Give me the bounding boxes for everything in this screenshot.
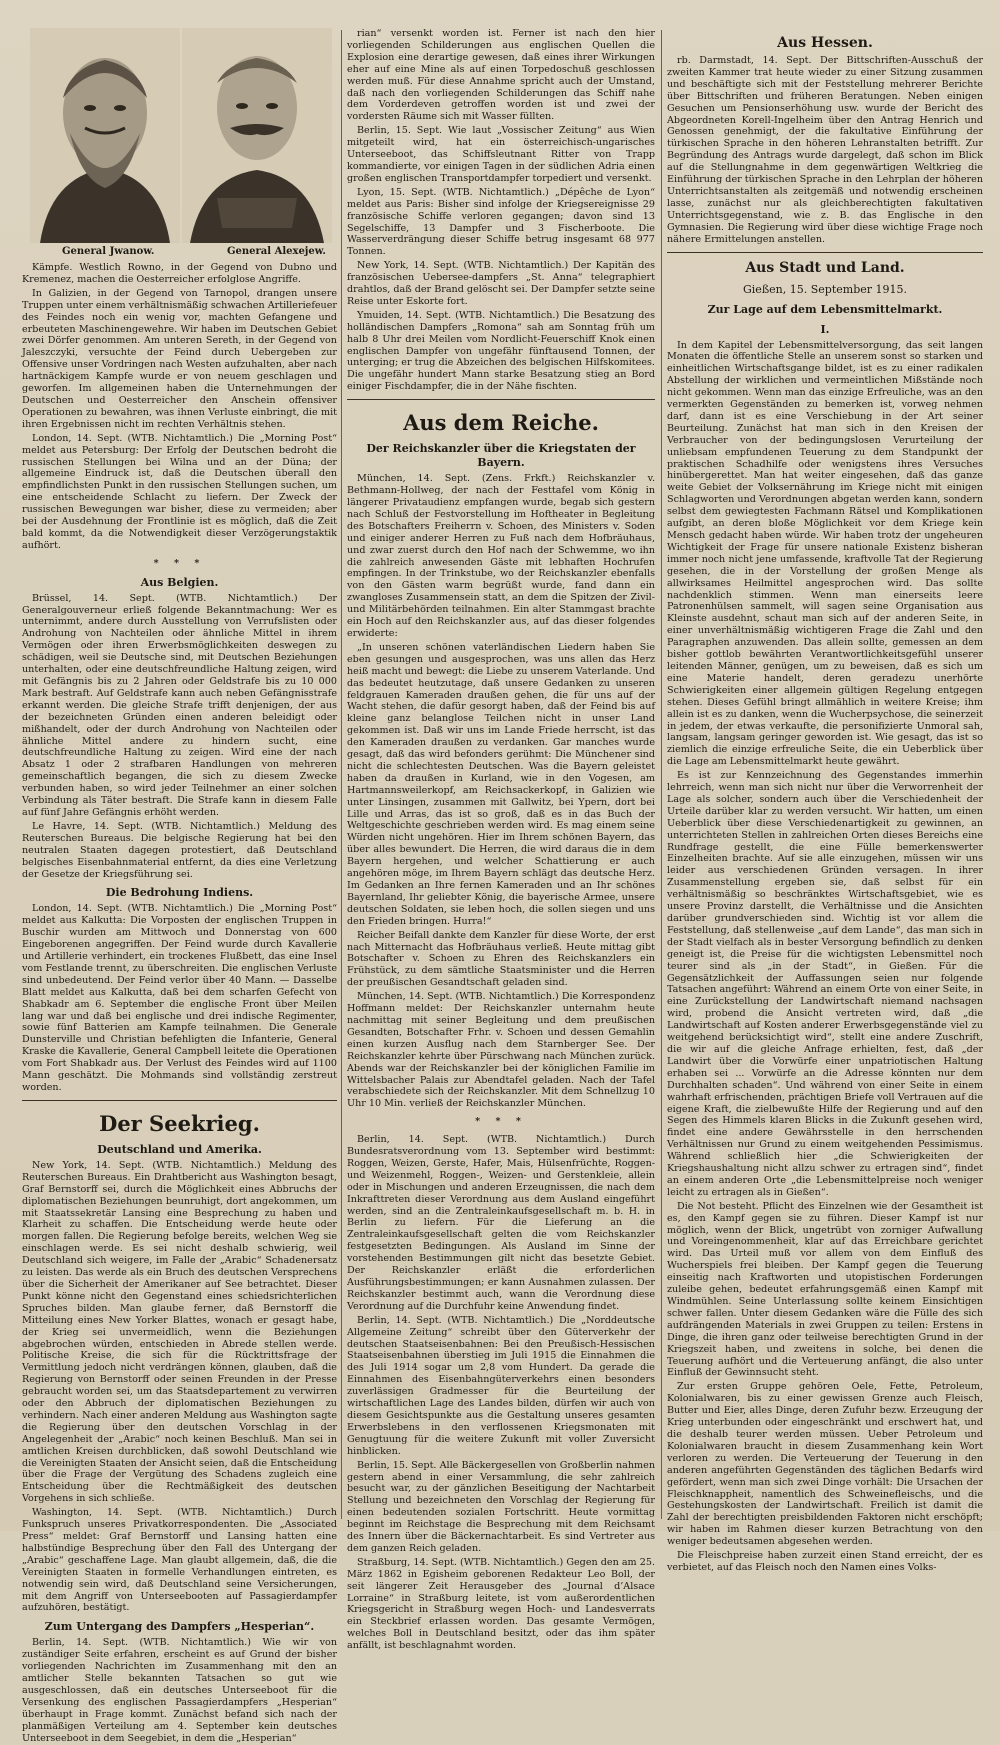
article-paragraph: Die Fleischpreise haben zurzeit einen Stand erreicht, der es verbietet, auf das Fleisch noch den Namen eines Volks-	[667, 1550, 983, 1573]
article-paragraph: rian“ versenkt worden ist. Ferner ist nach den hier vorliegenden Schilderungen aus englischen Quellen die Explosion eine derartige gewesen, daß eines ihrer Wirkungen eher auf eine Mine als auf einen Torpedoschuß geschlossen werden muß. Für diese Annahme spricht auch der Umstand, daß nach den vorliegenden Schilderungen das Schiff nahe dem Vorderdeven getroffen worden ist und zwei der vordersten Räume sich mit Wasser füllten.	[347, 28, 655, 123]
article-paragraph: rb. Darmstadt, 14. Sept. Der Bittschriften-Ausschuß der zweiten Kammer trat heute wieder zu einer Sitzung zusammen und beschäftigte sich mit der Feststellung mehrerer Berichte über Bittschriften und früheren Beratungen. Neben einigen Gesuchen um Pensionserhöhung usw. wurde der Bericht des Abgeordneten Korell-Ingelheim über den Antrag Henrich und Genossen genehmigt, der die fakultative Einführung der türkischen Sprache in den höheren Lehranstalten betrifft. Zur Begründung des Antrags wurde dargelegt, daß schon im Blick auf die Stellungnahme in dem gegenwärtigen Weltkrieg die Einführung der türkischen Sprache in den Lehrplan der höheren Unterrichtsanstalten als zeitgemäß und notwendig erscheinen lasse, zunächst nur als gleichberechtigten fakultativen Unterrichtsgegenstand, wie z. B. das Englische in den Gymnasien. Die Regierung wird über diese wichtige Frage noch nähere Ermittelungen anstellen.	[667, 55, 983, 245]
divider	[22, 1100, 337, 1101]
article-paragraph: Brüssel, 14. Sept. (WTB. Nichtamtlich.) Der Generalgouverneur erließ folgende Bekanntmachung: Wer es unternimmt, andere durch Ausstellung von Verrufslisten oder Androhung von Nachteilen oder ähnliche Mittel in ihrem Vermögen oder ihren Erwerbsmöglichkeiten deswegen zu schädigen, weil sie Deutsche sind, mit Deutschen Beziehungen unterhalten, oder eine deutschfreundliche Haltung zeigen, wird mit Gefängnis bis zu 2 Jahren oder Geldstrafe bis zu 10 000 Mark bestraft. Auf Geldstrafe kann auch neben Gefängnisstrafe erkannt werden. Die gleiche Strafe trifft denjenigen, der aus der bezeichneten Gründen einen anderen beleidigt oder mißhandelt, oder der durch Androhung von Nachteilen oder ähnliche Mittel andere zu hindern sucht, eine deutschfreundliche Haltung zu zeigen. Wird eine der nach Absatz 1 oder 2 strafbaren Handlungen von mehreren gemeinschaftlich begangen, die sich zu diesem Zwecke verbunden haben, so wird jeder Teilnehmer an einer solchen Verbindung als Täter bestraft. Die Strafe kann in diesem Falle auf fünf Jahre Gefängnis erhöht werden.	[22, 592, 337, 818]
section-heading: Die Bedrohung Indiens.	[105, 886, 254, 900]
article-paragraph: Reicher Beifall dankte dem Kanzler für diese Worte, der erst nach Mitternacht das Hofbräuhaus verließ. Heute mittag gibt Botschafter v. Schoen zu Ehren des Reichskanzlers ein Frühstück, zu dem sämtliche Staatsminister und die Herren der preußischen Gesandtschaft geladen sind.	[347, 929, 655, 989]
article-paragraph: Le Havre, 14. Sept. (WTB. Nichtamtlich.) Meldung des Reuterschen Bureaus. Die belgische Regierung hat bei den neutralen Staaten dagegen protestiert, daß Deutschland belgisches Eisenbahnmaterial entfernt, da dies eine Verletzung der Gesetze der Kriegsführung sei.	[22, 820, 337, 880]
article-paragraph: „In unseren schönen vaterländischen Liedern haben Sie eben gesungen und ausgesprochen, was uns allen das Herz heiß macht und bewegt: die Liebe zu unserem Vaterlande. Und das bedeutet heutzutage, daß unsere Gedanken zu unseren feldgrauen Kameraden draußen gehen, die für uns auf der Wacht stehen, die dafür gesorgt haben, daß der Feind bis auf kleine ganz belanglose Teilchen nicht in unser Land gekommen ist. Daß wir uns im Lande Friede herrscht, ist das den Kameraden draußen zu verdanken. Gar manches wurde gesagt, daß das wird befonders gerühmt: Die Münchener sind nicht die schlechtesten Deutschen. Was die Bayern geleistet haben da draußen in Kurland, wie in den Vogesen, am Hartmannsweilerkopf, am Reichsackerkopf, in Galizien wie unter Linsingen, zusammen mit Gallwitz, bei Ypern, dort bei Lille und Arras, das ist so groß, daß es in das Buch der Weltgeschichte geschrieben werden wird. Es mag einem seine Würden nicht ungehören. Hier im Ihrem schönen Bayern, das über alles bewundert. Die Herren, die wird daraus die in dem Bayern hergehen, und welcher Schattierung er auch angehören möge, im Ihrem Bayern schlägt das deutsche Herz. Im Gedanken an Ihre fernen Kameraden und an Ihr schönes Bayernland, Ihr geliebter König, die bayerische Armee, unsere deutschen Soldaten, sie leben hoch, die sollen siegen und uns den Frieden bringen. Hurra!“	[347, 641, 655, 927]
article-paragraph: New York, 14. Sept. (WTB. Nichtamtlich.) Der Kapitän des französischen Uebersee-dampfers „St. Anna“ telegraphiert drahtlos, daß der Brand gelöscht sei. Der Dampfer setzte seine Reise unter Eskorte fort.	[347, 260, 655, 307]
section-subheading: Der Reichskanzler über die Kriegstaten der Bayern.	[366, 442, 636, 470]
article-paragraph: Es ist zur Kennzeichnung des Gegenstandes immerhin lehrreich, wenn man sich nicht nur über die Verworrenheit der Lage als solcher, sondern auch über die Verschiedenheit der Urteile darüber klar zu werden versucht. Wir hatten, um einen Ueberblick über diese Verschiedenartigkeit zu gewinnen, an unterrichteten Stellen in zahlreichen Orten dieses Bereichs eine Rundfrage gestellt, die eine Fülle bemerkenswerter Einzelheiten brachte. Auf sie alle einzugehen, müssen wir uns leider aus verschiedenen Gründen versagen. In ihrer Zusammenstellung ergeben sie, daß selbst für ein verhältnismäßig so beschränktes Wirtschaftsgebiet, wie es unsere Provinz darstellt, die Verhältnisse und die Ansichten darüber grundverschieden sind. Wichtig ist vor allem die Feststellung, daß stellenweise „auf dem Lande“, das man sich in der Stadt vielfach als in bester Versorgung befindlich zu denken geneigt ist, die Preise für die wichtigsten Lebensmittel noch teurer sind als „in der Stadt“, in Gießen. Für die Gegensätzlichkeit der Auffassungen seien nur folgende Tatsachen angeführt: Während an einem Orte von einer Seite, in eine Zurückstellung der Landwirtschaft niemand nachsagen wird, probend die Ansicht vertreten wird, daß „die Landwirtschaft auf Kosten anderer Erwerbsgegenstände viel zu weitgehend berücksichtigt wird“, stellt eine andere Zuschrift, die wir auf die gleiche Anfrage erhielten, fest, daß „der Landwirt über die Vorwürfe einer unpatriotischen Haltung erhaben sei ... Vorwürfe an die Adresse könnten nur dem Durchhalten schaden“. Und während von einer Seite in einem wahrhaft erfrischenden, prächtigen Briefe voll Vertrauen auf die eigene Kraft, die zielbewußte Hilfe der Regierung und auf den Segen des Himmels klaren Blicks in die Zukunft gesehen wird, findet eine andere Gewährsstelle in den herrschenden Verhältnissen nur Grund zu einem weitgehenden Pessimismus. Während schließlich hier „die Schwierigkeiten der Kriegshaushaltung nicht allzu schwer zu ertragen sind“, findet an einem anderen Orte „die Lebensmittelpreise noch weniger leicht zu ertragen als in Gießen“.	[667, 770, 983, 1198]
article-paragraph: Berlin, 14. Sept. (WTB. Nichtamtlich.) Die „Norddeutsche Allgemeine Zeitung“ schreibt über den Güterverkehr der deutschen Staatseisenbahnen: Bei den Preußisch-Hessischen Staatseisenbahnen überstieg im Juli 1915 die Einnahmen die des Juli 1914 sogar um 2,8 vom Hundert. Da gerade die Einnahmen des Eisenbahngüterverkehrs einen besonders zuverlässigen Gradmesser für die Beurteilung der wirtschaftlichen Lage des Landes bilden, dürfen wir auch von diesem Gesichtspunkte aus die Gestaltung unseres gesamten Erwerbslebens in den verflossenen Kriegsmonaten mit Genugtuung für die weitere Zukunft mit voller Zuversicht hinblicken.	[347, 1314, 655, 1457]
portrait-alexeyev	[182, 28, 332, 243]
divider	[667, 252, 983, 253]
article-paragraph: Die Not besteht. Pflicht des Einzelnen wie der Gesamtheit ist es, den Kampf gegen sie zu führen. Dieser Kampf ist nur möglich, wenn der Blick, ungetrübt von zorniger Aufwallung und Voreingenommenheit, klar auf das Erreichbare gerichtet wird. Das Urteil muß vor allem von dem Einfluß des Wucherspiels frei bleiben. Der Kampf gegen die Teuerung einseitig nach Kraftworten und utopistischen Forderungen zuleibe gehen, bedeutet erfahrungsgemäß einen Kampf mit Windmühlen. Seine Unterlassung sollte keinem Einsichtigen schwer fallen. Unter diesem Gedanken wäre die Fülle des sich aufdrängenden Materials in zwei Gruppen zu teilen: Erstens in Dinge, die ihren ganz oder teilweise berechtigten Grund in der Kriegszeit haben, und zweitens in solche, bei denen die Teuerung aufhört und die Verteuerung anfängt, die also unter Einfluß der Gewinnsucht steht.	[667, 1200, 983, 1379]
portrait-ivanov-drawing	[30, 28, 180, 243]
part-number: I.	[820, 322, 830, 336]
article-paragraph: Washington, 14. Sept. (WTB. Nichtamtlich.) Durch Funkspruch unseres Privatkorrespondenten. Die „Associated Press“ meldet: Graf Bernstorff und Lansing hatten eine halbstündige Besprechung über den Fall des Untergang der „Arabic“ geschaffene Lage. Man glaubt allgemein, daß, die die Vereinigten Staaten in formelle Verhandlungen eintreten, es notwendig sein wird, daß Deutschland seine Versicherungen, mit dem Angriff von Unterseebooten auf Passagierdampfer aufzuhören, bestätigt.	[22, 1507, 337, 1614]
column-rule	[341, 30, 342, 1519]
portrait-caption: General Alexejew.	[227, 246, 326, 258]
article-paragraph: Berlin, 15. Sept. Alle Bäckergesellen von Großberlin nahmen gestern abend in einer Versammlung, die sehr zahlreich besucht war, zu der gänzlichen Beseitigung der Nachtarbeit Stellung und bezeichneten den Vorschlag der Regierung für einen bedeutenden sozialen Fortschritt. Heute vormittag beginnt im Reichstage die Besprechung mit dem Reichsamt des Innern über die Bäckernachtarbeit. Es sind Vertreter aus dem ganzen Reich geladen.	[347, 1459, 655, 1554]
article-paragraph: In Galizien, in der Gegend von Tarnopol, drangen unsere Truppen unter einem verhältnismäßig schwachen Artilleriefeuer des Feindes noch ein wenig vor, machten Gefangene und erbeuteten Maschinengewehre. Wir haben im Deutschen Gebiet zwei Dörfer genommen. Am unteren Sereth, in der Gegend von Jaleszczyki, versuchte der Feind durch Uebergeben zur Offensive unser Vordringen nach Westen aufzuhalten, aber nach hartnäckigem Kampfe wurde er von neuem geschlagen und geworfen. Im allgemeinen haben die Unternehmungen der Deutschen und Oesterreicher den Anschein offensiver Operationen zu bewahren, was ihnen Verluste einbringt, die mit ihren Ergebnissen nicht im rechten Verhältnis stehen.	[22, 287, 337, 430]
column-1	[22, 28, 337, 1744]
section-subheading: Zum Untergang des Dampfers „Hesperian“.	[44, 1620, 315, 1634]
article-paragraph: London, 14. Sept. (WTB. Nichtamtlich.) Die „Morning Post“ meldet aus Petersburg: Der Erfolg der Deutschen bedroht die russischen Stellungen bei Wilna und an der Düna; der allgemeine Eindruck ist, daß die Deutschen überall den empfindlichsten Punkt in den russischen Stellungen suchen, um eine entscheidende Schlacht zu liefern. Der Zweck der russischen Bewegungen war bisher, diese zu vermeiden; aber bei der Ausdehnung der Frontlinie ist es möglich, daß die Zeit bald kommt, da die Notwendigkeit dieser Verzögerungstaktik aufhört.	[22, 432, 337, 551]
article-paragraph: Zur ersten Gruppe gehören Oele, Fette, Petroleum, Kolonialwaren, bis zu einer gewissen Grenze auch Fleisch, Butter und Eier, alles Dinge, deren Zufuhr bezw. Erzeugung der Krieg unterbunden oder eingeschränkt und erschwert hat, und die deshalb teurer werden müssen. Ueber Petroleum und Kolonialwaren braucht in diesem Zusammenhang kein Wort verloren zu werden. Die Verteuerung der Teuerung in den anderen angeführten Gegenständen des täglichen Bedarfs wird gefördert, wenn man sich zwei Dinge vorhält: Die Ursachen der Fleischknappheit, namentlich des Schweinefleischs, und die Gestehungskosten der Landwirtschaft. Freilich ist damit die Zahl der berechtigten preisbildenden Faktoren nicht erschöpft; wir haben im Rahmen dieser kurzen Betrachtung von den weniger bedeutsamen abgesehen werden.	[667, 1381, 983, 1548]
column-2	[347, 28, 655, 1652]
portrait-ivanov	[30, 28, 180, 243]
article-paragraph: New York, 14. Sept. (WTB. Nichtamtlich.) Meldung des Reuterschen Bureaus. Ein Drahtbericht aus Washington besagt, Graf Bernstorff sei, durch die Möglichkeit eines Abbruchs der diplomatischen Beziehungen beunruhigt, dort angekommen, um mit Staatssekretär Lansing eine Besprechung zu haben und Klarheit zu schaffen. Die Entscheidung werde heute oder morgen fallen. Die Regierung befolge bereits, welchen Weg sie einschlagen werde. Es sei nicht deshalb schwierig, weil Deutschland sich weigere, im Falle der „Arabic“ Schadenersatz zu leisten. Das werde als ein Bruch des deutschen Versprechens über die Sicherheit der Amerikaner auf See betrachtet. Dieser Punkt könne nicht den Gegenstand eines schiedsrichterlichen Spruches bilden. Man glaube ferner, daß Bernstorff die Mitteilung eines New Yorker Blattes, wonach er gesagt habe, der Krieg sei unvermeidlich, wenn die Beziehungen abgebrochen würden, entschieden in Abrede stellen werde. Politische Kreise, die sich für die Rücktrittsfrage der Vermittlung jedoch nicht verdrängen können, glauben, daß die Regierung von Bernstorff oder seinen Freunden in der Presse gebraucht worden sei, um das Staatsdepartement zu verwirren oder den Abbruch der diplomatischen Beziehungen zu verhindern. Nach einer anderen Meldung aus Washington sagte die Regierung über den deutschen Vorschlag in der Angelegenheit der „Arabic“ noch keinen Beschluß. Man sei in amtlichen Kreisen durchblicken, daß sowohl Deutschland wie die Vereinigten Staaten der Ansicht seien, daß die Entscheidung über die Frage der Vergütung des Schadens zugleich eine Entscheidung über die Rechtmäßigkeit des deutschen Vorgehens in sich schließe.	[22, 1159, 337, 1505]
section-heading: Aus Belgien.	[140, 575, 219, 589]
article-paragraph: Berlin, 14. Sept. (WTB. Nichtamtlich.) Wie wir von zuständiger Seite erfahren, erscheint es auf Grund der bisher vorliegenden Nachrichten im Zusammenhang mit den an amtlicher Stelle bekannten Tatsachen so gut wie ausgeschlossen, daß ein deutsches Unterseeboot für die Versenkung des englischen Passagierdampfers „Hesperian“ überhaupt in Frage kommt. Zunächst befand sich nach der planmäßigen Verteilung am 4. September kein deutsches Unterseeboot in dem Seegebiet, in dem die „Hesperian“	[22, 1637, 337, 1744]
section-heading-large: Der Seekrieg.	[99, 1110, 260, 1136]
dateline: Gießen, 15. September 1915.	[743, 282, 907, 296]
section-separator: * * *	[475, 1116, 527, 1128]
column-3	[667, 28, 983, 1573]
article-paragraph: Kämpfe. Westlich Rowno, in der Gegend von Dubno und Kremenez, machen die Oesterreicher erfolglose Angriffe.	[22, 262, 337, 285]
column-rule	[661, 30, 662, 1519]
section-heading: Aus Hessen.	[777, 35, 873, 51]
article-paragraph: Berlin, 14. Sept. (WTB. Nichtamtlich.) Durch Bundesratsverordnung vom 13. September wird bestimmt: Roggen, Weizen, Gerste, Hafer, Mais, Hülsenfrüchte, Roggen- und Weizenmehl, Roggen-, Weizen- und Gerstenkleie, allein oder in Mischungen und anderen Erzeugnissen, die nach dem Inkrafttreten dieser Verordnung aus dem Ausland eingeführt werden, sind an die Zentraleinkaufsgesellschaft m. b. H. in Berlin zu liefern. Für die Lieferung an die Zentraleinkaufsgesellschaft gelten die vom Reichskanzler festgesetzten Bedingungen. Als Ausland im Sinne der vorstehenden Bestimmungen gilt nicht das besetzte Gebiet. Der Reichskanzler erläßt die erforderlichen Ausführungsbestimmungen; er kann Ausnahmen zulassen. Der Reichskanzler bestimmt auch, wann die Verordnung diese Verordnung auf die Durchfuhr keine Anwendung findet.	[347, 1134, 655, 1312]
article-paragraph: München, 14. Sept. (WTB. Nichtamtlich.) Die Korrespondenz Hoffmann meldet: Der Reichskanzler unternahm heute nachmittag mit seiner Begleitung und dem preußischen Gesandten, Botschafter Frhr. v. Schoen und dessen Gemahlin einen kurzen Ausflug nach dem Starnberger See. Der Reichskanzler kehrte über Pürschwang nach München zurück. Abends war der Reichskanzler bei der königlichen Familie im Wittelsbacher Palais zur Abendtafel geladen. Nach der Tafel verabschiedete sich der Reichskanzler. Mit dem Schnellzug 10 Uhr 10 Min. verließ der Reichskanzler München.	[347, 991, 655, 1110]
article-paragraph: Straßburg, 14. Sept. (WTB. Nichtamtlich.) Gegen den am 25. März 1862 in Egisheim geborenen Redakteur Leo Boll, der seit längerer Zeit Herausgeber des „Journal d’Alsace Lorraine“ in Straßburg leitete, ist vom außerordentlichen Kriegsgericht in Straßburg wegen Hoch- und Landesverrats ein Steckbrief erlassen worden. Das gesamte Vermögen, welches Boll in Deutschland besitzt, oder das ihm später anfällt, ist beschlagnahmt worden.	[347, 1556, 655, 1652]
section-subheading: Zur Lage auf dem Lebensmittelmarkt.	[707, 302, 943, 316]
article-paragraph: London, 14. Sept. (WTB. Nichtamtlich.) Die „Morning Post“ meldet aus Kalkutta: Die Vorposten der englischen Truppen in Buschir wurden am Mittwoch und Donnerstag von 600 Eingeborenen angegriffen. Der Feind wurde durch Kavallerie und Artillerie verhindert, ein trockenes Flußbett, das eine Insel vom Festlande trennt, zu überschreiten. Die englischen Verluste sind unbedeutend. Der Feind verlor über 40 Mann. — Dasselbe Blatt meldet aus Kalkutta, daß bei dem scharfen Gefecht von Shabkadr am 6. September die englische Front über Meilen lang war und daß bei englische und drei indische Regimenter, sowie fünf Batterien am Kampfe teilnahmen. Die Generale Dunsterville und Christian befehligten die Infanterie, General Kraske die Kavallerie, General Campbell leitete die Operationen vom Fort Shabkadr aus. Der Verlust des Feindes wird auf 1100 Mann geschätzt. Die Mohmands sind vollständig zerstreut worden.	[22, 903, 337, 1093]
article-paragraph: Ymuiden, 14. Sept. (WTB. Nichtamtlich.) Die Besatzung des holländischen Dampfers „Romona“ sah am Sonntag früh um halb 8 Uhr drei Meilen vom Nordlicht-Feuerschiff Knok einen englischen Dampfer von ungefähr fünftausend Tonnen, der unterging; er trug die Abzeichen des belgischen Hilfskomitees. Die ungefähr hundert Mann starke Besatzung stieg an Bord einiger Fischdampfer, die in der Nähe fischten.	[347, 309, 655, 393]
article-paragraph: München, 14. Sept. (Zens. Frkft.) Reichskanzler v. Bethmann-Hollweg, der nach der Festtafel vom König in längerer Privataudienz empfangen wurde, begab sich gestern nach Schluß der Festvorstellung im Hoftheater in Begleitung des Botschafters Freiherrn v. Schoen, des Ministers v. Soden und einiger anderer Herren zu Fuß nach dem Hofbräuhaus, und zwar zuerst durch den Hof nach der Schwemme, wo ihn die zahlreich anwesenden Gäste mit lebhaften Hochrufen empfingen. In der Trinkstube, wo der Reichskanzler ebenfalls von den Gästen warm begrüßt wurde, fand dann ein zwangloses Zusammensein statt, an dem die Spitzen der Zivil- und Militärbehörden teilnahmen. Ein alter Stammgast brachte ein Hoch auf den Reichskanzler aus, auf das dieser folgendes erwiderte:	[347, 473, 655, 639]
article-paragraph: Berlin, 15. Sept. Wie laut „Vossischer Zeitung“ aus Wien mitgeteilt wird, hat ein österreichisch-ungarisches Unterseeboot, das Schiffsleutnant Ritter von Trapp kommandierte, vor einigen Tagen in der südlichen Adria einen großen englischen Transportdampfer torpediert und versenkt.	[347, 125, 655, 184]
section-heading-large: Aus dem Reiche.	[403, 410, 599, 436]
section-heading: Aus Stadt und Land.	[745, 259, 905, 276]
portrait-alexeyev-drawing	[182, 28, 332, 243]
article-paragraph: In dem Kapitel der Lebensmittelversorgung, das seit langen Monaten die öffentliche Stelle an unserem sonst so starken und einheitlichen Wirtschaftsgange bildet, ist es zu einer radikalen Abstellung der wirklichen und vermeintlichen Mißstände noch nicht gekommen. Wenn man das einzige Erfreuliche, was an den vermerkten Gegenständen zu bemerken ist, vorweg nehmen darf, dann ist es eine Verschiebung in der Art seiner Beurteilung. Zunächst hat man sich in den Kreisen der Verbraucher von der bedingungslosen Verurteilung der unliebsam empfundenen Teuerung zu dem Standpunkt der praktischen Schadhilfe oder wenigstens ihres Versuches hinübergerettet. Man hat weiter eingesehen, daß das ganze weite Gebiet der Volksernährung im Kriege nicht mit einigen Schlagworten und Verordnungen abgetan werden kann, sondern selbst dem gewiegtesten Fachmann Rätsel und Komplikationen aufgibt, an deren bloße Möglichkeit vor dem Kriege kein Mensch gedacht haben würde. Wir haben trotz der ungeheuren Wichtigkeit der Frage für unsere nationale Existenz bisheran immer noch nicht jene umfassende, kraftvolle Tat der Regierung gesehen, die in der Vorstellung der großen Menge als allwirksames Heilmittel angesprochen wird. Das sollte nachdenklich stimmen. Wenn man einerseits leere Patronenhülsen sammelt, will sagen seine Organisation aus Kleinste ausdehnt, schaut man sich auf der anderen Seite, in einer unverhältnismäßig wichtigeren Frage die Zahl und den Paragraphen anzuwenden. Das allein sollte, gemessen an dem bisher gottlob bewährten Verantwortlichkeitsgefühl unserer leitenden Männer, genügen, um zu beweisen, daß es sich um eine Materie handelt, deren geradezu unerhörte Schwierigkeiten einer allgemein gültigen Regelung entgegen stehen. Dieses Gefühl bringt allmählich in weitere Kreise; ihm allein ist es zu danken, wenn die Wucherpsychose, die seinerzeit in jedem, der etwas verkaufte, die personifizierte Unmoral sah, langsam, langsam geringer geworden ist. Wie gesagt, das ist so ziemlich die einzige erfreuliche Seite, die ein Ueberblick über die Lage am Lebensmittelmarkt heute gewährt.	[667, 339, 983, 768]
portrait-row	[22, 28, 337, 258]
article-paragraph: Lyon, 15. Sept. (WTB. Nichtamtlich.) „Dépêche de Lyon“ meldet aus Paris: Bisher sind infolge der Kriegsereignisse 29 französische Schiffe verloren gegangen; davon sind 13 Segelschiffe, 13 Dampfer und 3 Fischerboote. Die Wasserverdrängung dieser Schiffe betrug insgesamt 68 977 Tonnen.	[347, 186, 655, 258]
divider	[347, 399, 655, 400]
section-separator: * * *	[153, 557, 206, 569]
portrait-caption: General Jwanow.	[62, 246, 155, 258]
section-subheading: Deutschland und Amerika.	[97, 1142, 262, 1156]
